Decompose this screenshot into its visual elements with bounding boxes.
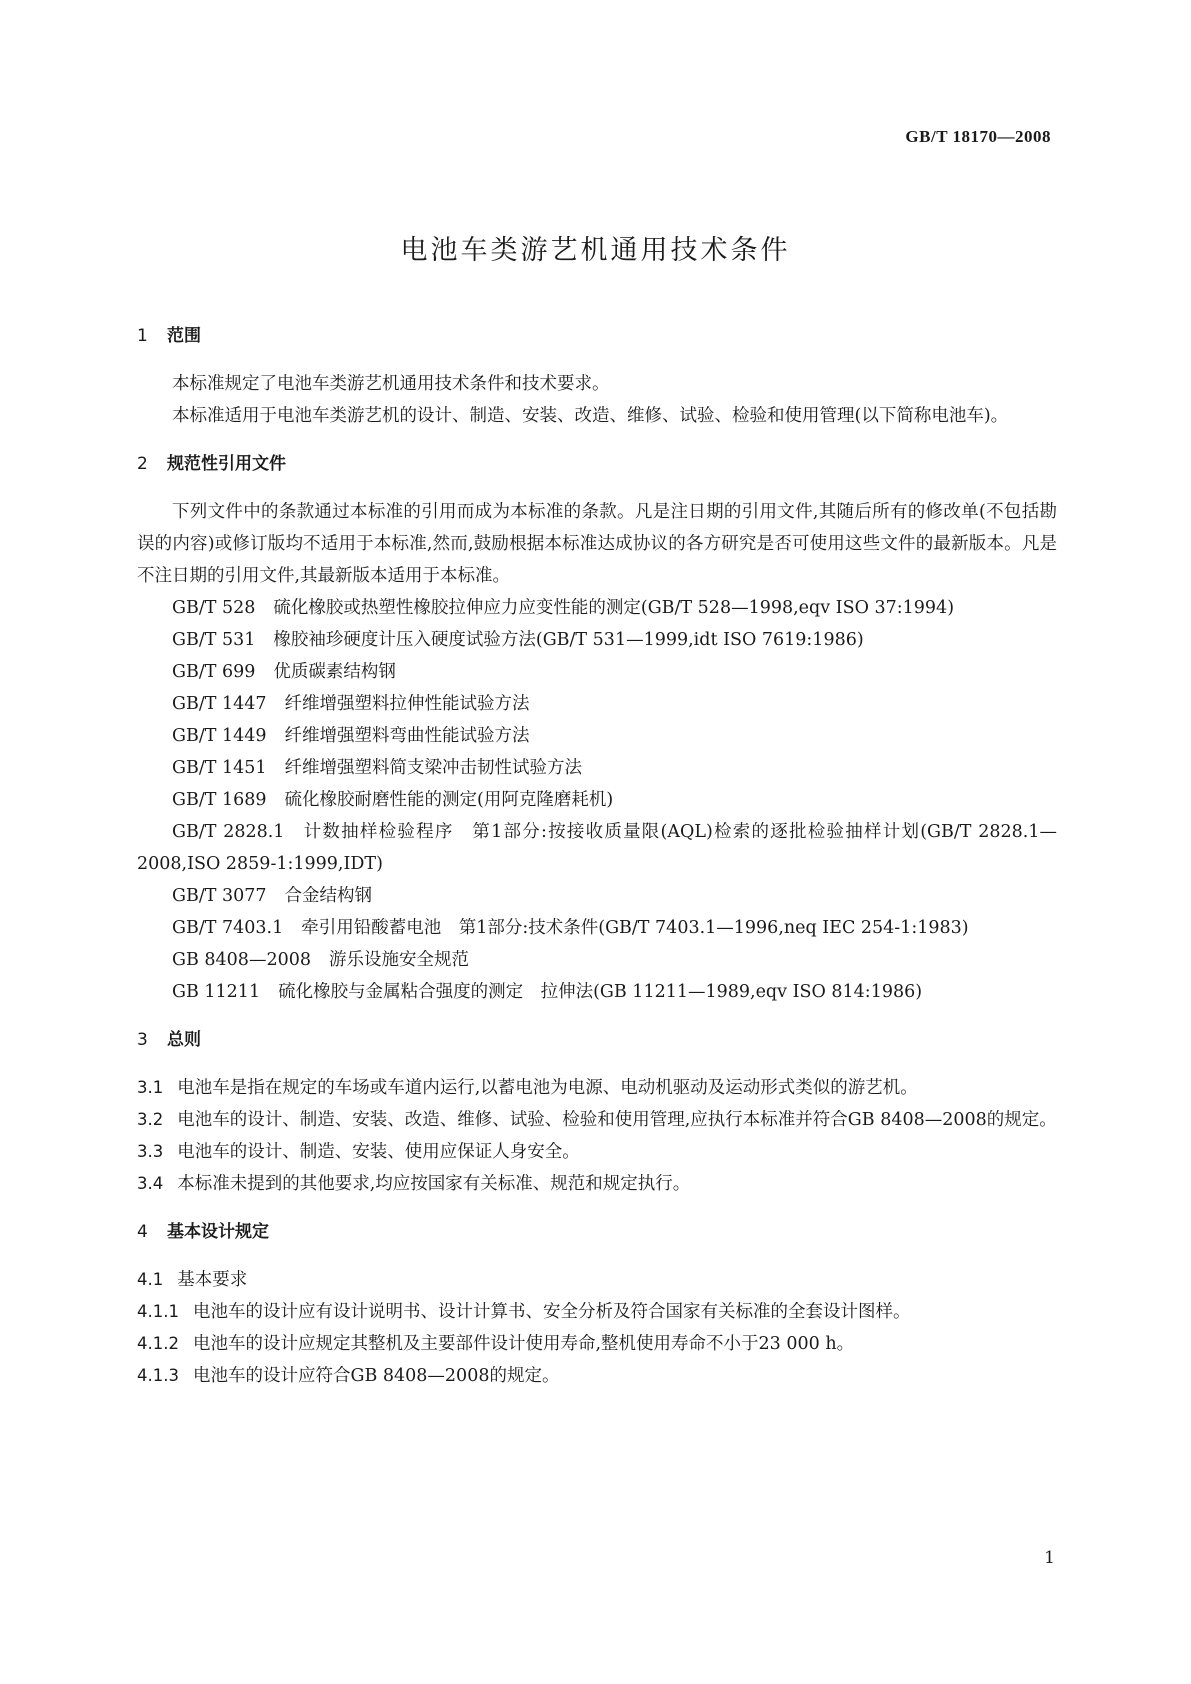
reference-code: GB/T 531 [172,630,256,650]
reference-item [137,720,1057,752]
reference-item [137,784,1057,816]
clause [137,1072,1057,1104]
clause-text: 基本要求 [177,1270,248,1290]
reference-code: GB/T 1449 [172,726,267,746]
clause [137,1360,1057,1392]
clause-number: 4.1 [137,1270,164,1289]
section-title: 范围 [167,326,201,346]
section-number: 4 [137,1222,148,1242]
paragraph: 下列文件中的条款通过本标准的引用而成为本标准的条款。凡是注日期的引用文件,其随后所有的修改单(不包括勘误的内容)或修订版均不适用于本标准,然而,鼓励根据本标准达成协议的各方研究是否可使用这些文件的最新版本。凡是不注日期的引用文件,其最新版本适用于本标准。 [137,502,1057,586]
reference-code: GB 8408—2008 [172,950,311,970]
clause [137,1264,1057,1296]
reference-item [137,656,1057,688]
reference-title: 游乐设施安全规范 [328,950,469,970]
page-number: 1 [1044,1548,1055,1568]
reference-title: 合金结构钢 [284,886,373,906]
document-body [137,320,1057,1392]
reference-item [137,752,1057,784]
paragraph: 本标准适用于电池车类游艺机的设计、制造、安装、改造、维修、试验、检验和使用管理(以下简称电池车)。 [172,406,1009,426]
reference-title: 橡胶袖珍硬度计压入硬度试验方法(GB/T 531—1999,idt ISO 7619:1986) [273,630,864,650]
reference-code: GB/T 528 [172,598,256,618]
section-number: 1 [137,326,148,346]
reference-item [137,624,1057,656]
standard-code: GB/T 18170—2008 [905,127,1051,146]
clause [137,1136,1057,1168]
clause-number: 4.1.1 [137,1302,179,1321]
reference-code: GB/T 7403.1 [172,918,284,938]
reference-title: 硫化橡胶耐磨性能的测定(用阿克隆磨耗机) [284,790,614,810]
clause-number: 3.1 [137,1078,164,1097]
reference-code: GB/T 3077 [172,886,267,906]
reference-title: 硫化橡胶或热塑性橡胶拉伸应力应变性能的测定(GB/T 528—1998,eqv ISO 37:1994) [273,598,955,618]
reference-title: 优质碳素结构钢 [273,662,396,682]
clause [137,1104,1057,1136]
reference-code: GB/T 699 [172,662,256,682]
clause [137,1296,1057,1328]
reference-item [137,592,1057,624]
reference-item [137,912,1057,944]
section-number: 2 [137,454,148,474]
reference-code: GB 11211 [172,982,261,1002]
clause [137,1168,1057,1200]
reference-code: GB/T 2828.1 [172,822,285,842]
section-heading-normative-references [137,448,1057,480]
reference-code: GB/T 1689 [172,790,267,810]
clause-number: 3.4 [137,1174,164,1193]
clause-text: 电池车的设计应规定其整机及主要部件设计使用寿命,整机使用寿命不小于23 000 h。 [192,1334,855,1354]
clause-text: 电池车是指在规定的车场或车道内运行,以蓄电池为电源、电动机驱动及运动形式类似的游艺机。 [177,1078,918,1098]
reference-title: 硫化橡胶与金属粘合强度的测定 拉伸法(GB 11211—1989,eqv ISO 814:1986) [278,982,923,1002]
reference-title: 纤维增强塑料拉伸性能试验方法 [284,694,530,714]
clause-text: 电池车的设计、制造、安装、改造、维修、试验、检验和使用管理,应执行本标准并符合GB 8408—2008的规定。 [177,1110,1057,1130]
reference-title: 计数抽样检验程序 第1部分:按接收质量限(AQL)检索的逐批检验抽样计划(GB/T 2828.1—2008,ISO 2859-1:1999,IDT) [137,822,1057,874]
clause-text: 电池车的设计应符合GB 8408—2008的规定。 [192,1366,560,1386]
paragraph: 本标准规定了电池车类游艺机通用技术条件和技术要求。 [172,374,610,394]
section-heading-basic-design [137,1216,1057,1248]
clause-number: 4.1.3 [137,1366,179,1385]
clause-text: 电池车的设计应有设计说明书、设计计算书、安全分析及符合国家有关标准的全套设计图样。 [192,1302,911,1322]
document-title: 电池车类游艺机通用技术条件 [400,235,791,266]
reference-title: 纤维增强塑料弯曲性能试验方法 [284,726,530,746]
section-heading-scope [137,320,1057,352]
section-title: 总则 [167,1030,201,1050]
reference-item [137,880,1057,912]
clause [137,1328,1057,1360]
reference-title: 牵引用铅酸蓄电池 第1部分:技术条件(GB/T 7403.1—1996,neq IEC 254-1:1983) [301,918,969,938]
reference-item [137,976,1057,1008]
clause-number: 3.3 [137,1142,164,1161]
reference-item [137,688,1057,720]
clause-number: 3.2 [137,1110,164,1129]
reference-title: 纤维增强塑料简支梁冲击韧性试验方法 [284,758,583,778]
reference-item [137,816,1057,880]
reference-code: GB/T 1451 [172,758,267,778]
section-heading-general [137,1024,1057,1056]
section-number: 3 [137,1030,148,1050]
section-title: 规范性引用文件 [167,454,286,474]
clause-text: 本标准未提到的其他要求,均应按国家有关标准、规范和规定执行。 [177,1174,691,1194]
clause-text: 电池车的设计、制造、安装、使用应保证人身安全。 [177,1142,580,1162]
reference-item [137,944,1057,976]
reference-code: GB/T 1447 [172,694,267,714]
section-title: 基本设计规定 [167,1222,269,1242]
clause-number: 4.1.2 [137,1334,179,1353]
